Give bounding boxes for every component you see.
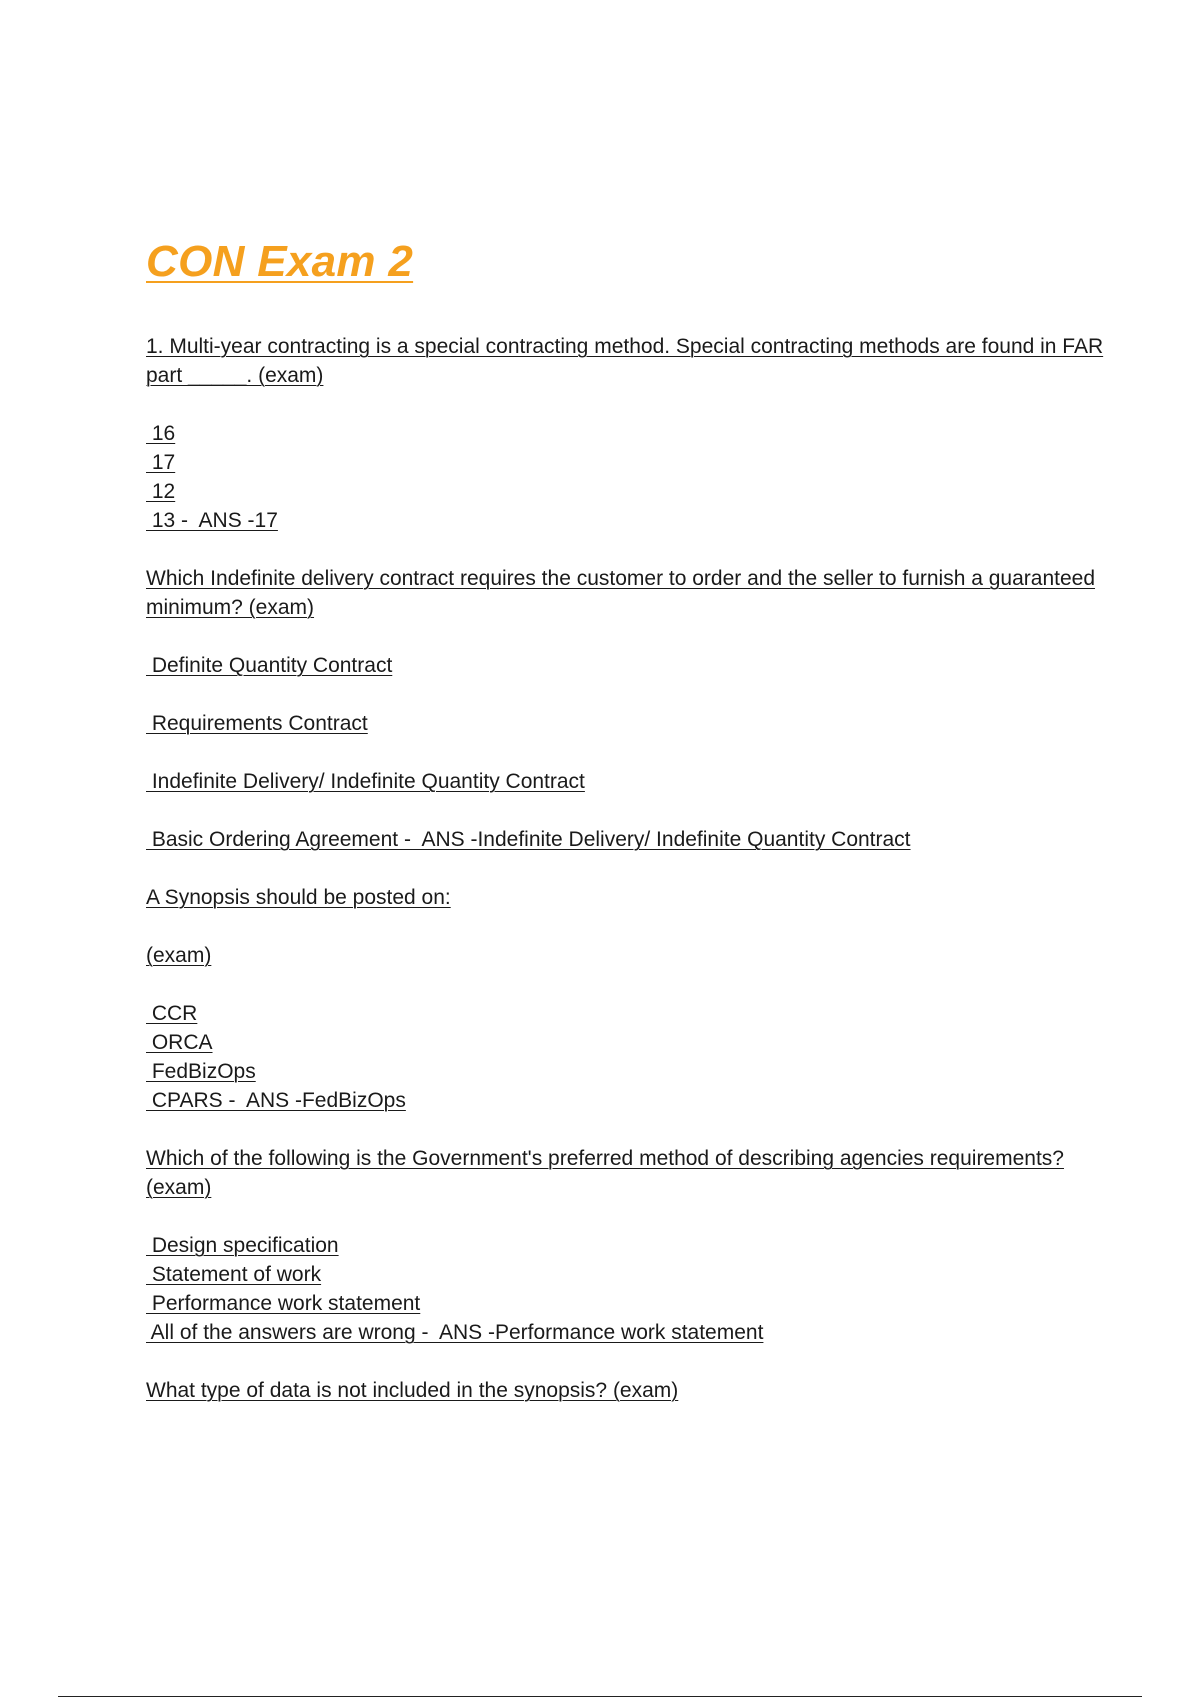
option-3-b: ORCA bbox=[146, 1031, 213, 1054]
option-1-d: 13 - ANS -17 bbox=[146, 509, 278, 532]
options-2 bbox=[146, 651, 1106, 854]
question-3: A Synopsis should be posted on: bbox=[146, 886, 451, 909]
option-3-d: CPARS - ANS -FedBizOps bbox=[146, 1089, 406, 1112]
option-1-c: 12 bbox=[146, 480, 176, 503]
options-1 bbox=[146, 419, 1106, 535]
option-3-a: CCR bbox=[146, 1002, 198, 1025]
option-2-a: Definite Quantity Contract bbox=[146, 654, 393, 677]
footer-divider bbox=[58, 1696, 1142, 1697]
options-3 bbox=[146, 999, 1106, 1115]
document-title: CON Exam 2 bbox=[146, 237, 414, 286]
options-4 bbox=[146, 1231, 1106, 1347]
option-1-a: 16 bbox=[146, 422, 176, 445]
option-4-b: Statement of work bbox=[146, 1263, 322, 1286]
option-1-b: 17 bbox=[146, 451, 176, 474]
question-5: What type of data is not included in the synopsis? (exam) bbox=[146, 1379, 679, 1402]
option-2-d: Basic Ordering Agreement - ANS -Indefinite Delivery/ Indefinite Quantity Contract bbox=[146, 828, 911, 851]
question-3-sub: (exam) bbox=[146, 944, 212, 967]
option-4-c: Performance work statement bbox=[146, 1292, 421, 1315]
question-2: Which Indefinite delivery contract requires the customer to order and the seller to furnish a guaranteed minimum? (exam) bbox=[146, 567, 1096, 619]
question-4: Which of the following is the Government's preferred method of describing agencies requirements? (exam) bbox=[146, 1147, 1064, 1199]
option-3-c: FedBizOps bbox=[146, 1060, 256, 1083]
document-page bbox=[146, 232, 1106, 1434]
option-4-a: Design specification bbox=[146, 1234, 339, 1257]
option-2-c: Indefinite Delivery/ Indefinite Quantity Contract bbox=[146, 770, 585, 793]
option-4-d: All of the answers are wrong - ANS -Performance work statement bbox=[146, 1321, 764, 1344]
option-2-b: Requirements Contract bbox=[146, 712, 368, 735]
question-1: 1. Multi-year contracting is a special contracting method. Special contracting methods are found in FAR part _____. (exam) bbox=[146, 335, 1104, 387]
